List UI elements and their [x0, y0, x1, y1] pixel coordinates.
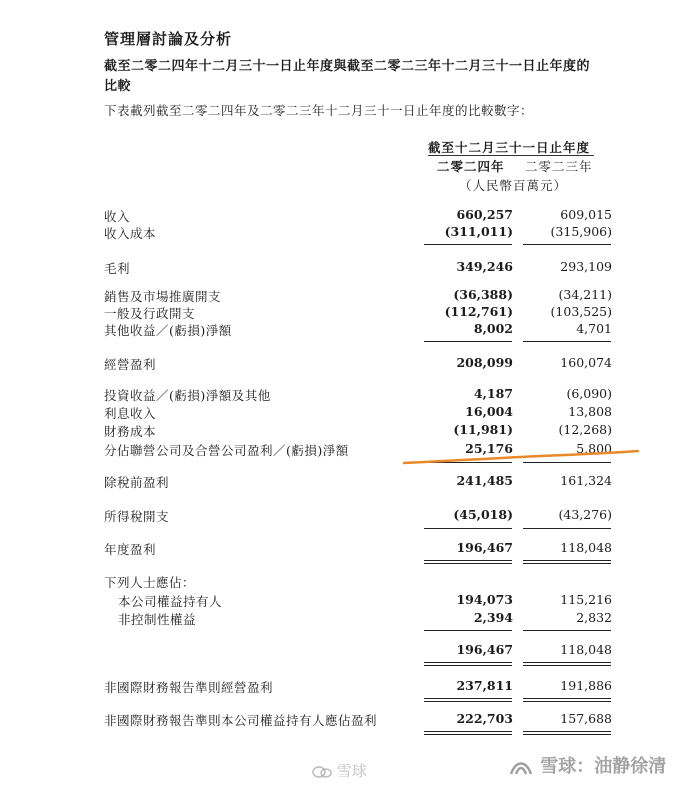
value-2024: 222,703: [456, 711, 513, 726]
row-label: 除稅前盈利: [104, 475, 170, 490]
value-2023: (103,525): [550, 304, 612, 319]
value-2023: 160,074: [560, 355, 612, 370]
value-2023: (315,906): [550, 224, 612, 239]
value-2024: 237,811: [456, 678, 513, 693]
value-2023: (43,276): [558, 507, 612, 522]
value-2023: 5,800: [576, 441, 612, 456]
row-label: 年度盈利: [104, 542, 157, 557]
row-label: 收入: [104, 209, 131, 224]
value-2024: 660,257: [456, 207, 513, 222]
subtitle-line-1: 截至二零二四年十二月三十一日止年度與截至二零二三年十二月三十一日止年度的: [104, 59, 591, 74]
value-2023: 4,701: [576, 321, 612, 336]
value-2024: 196,467: [456, 642, 513, 657]
value-2023: 157,688: [560, 711, 612, 726]
value-2023: 115,216: [560, 592, 612, 607]
column-unit-label: （人民幣百萬元）: [459, 178, 568, 193]
value-2024: (36,388): [453, 287, 513, 302]
column-header-2024: 二零二四年: [437, 159, 505, 174]
watermark-left: [312, 760, 367, 781]
value-2023: (34,211): [558, 287, 612, 302]
row-label: 利息收入: [104, 406, 157, 421]
value-2023: 293,109: [560, 259, 612, 274]
value-2023: 609,015: [560, 207, 612, 222]
watermark-right-text: 雪球：油静徐清: [540, 756, 667, 777]
value-2024: 16,004: [465, 404, 513, 419]
column-period-header: 截至十二月三十一日止年度: [428, 140, 591, 155]
value-2024: 8,002: [473, 321, 513, 336]
value-2024: 2,394: [473, 610, 513, 625]
row-label: 分佔聯營公司及合營公司盈利／(虧損)淨額: [104, 443, 349, 458]
value-2024: 241,485: [456, 473, 513, 488]
value-2023: 2,832: [576, 610, 612, 625]
row-label: 非國際財務報告準則經營盈利: [104, 680, 274, 695]
row-label: 下列人士應佔：: [104, 575, 196, 590]
row-label: 其他收益／(虧損)淨額: [104, 323, 232, 338]
value-2023: 118,048: [560, 540, 612, 555]
value-2024: (112,761): [444, 304, 513, 319]
row-label: 財務成本: [104, 424, 157, 439]
value-2024: 196,467: [456, 540, 513, 555]
watermark-right: [508, 752, 666, 778]
value-2024: 208,099: [456, 355, 513, 370]
section-title: 管理層討論及分析: [104, 30, 233, 48]
value-2024: 194,073: [456, 592, 513, 607]
value-2023: 161,324: [560, 473, 612, 488]
subtitle-line-2: 比較: [104, 79, 132, 94]
row-label: 毛利: [104, 261, 131, 276]
row-label: 一般及行政開支: [104, 306, 196, 321]
row-label: 所得稅開支: [104, 509, 170, 524]
value-2024: (311,011): [444, 224, 513, 239]
row-label: 銷售及市場推廣開支: [104, 289, 222, 304]
value-2023: 191,886: [560, 678, 612, 693]
row-label: 收入成本: [104, 226, 157, 241]
row-label: 投資收益／(虧損)淨額及其他: [104, 388, 271, 403]
xueqiu-logo-icon: [508, 756, 534, 778]
value-2023: 13,808: [568, 404, 612, 419]
row-label: 非控制性權益: [118, 612, 197, 627]
value-2023: (6,090): [566, 386, 612, 401]
value-2024: 25,176: [465, 441, 513, 456]
value-2024: 349,246: [456, 259, 513, 274]
xueqiu-logo-icon: [312, 765, 332, 779]
value-2024: (11,981): [453, 422, 513, 437]
column-header-2023: 二零二三年: [525, 159, 593, 174]
value-2023: (12,268): [558, 422, 612, 437]
watermark-left-text: 雪球: [336, 762, 367, 780]
intro-text: 下表載列截至二零二四年及二零二三年十二月三十一日止年度的比較數字：: [104, 103, 534, 118]
value-2023: 118,048: [560, 642, 612, 657]
value-2024: (45,018): [453, 507, 513, 522]
row-label: 非國際財務報告準則本公司權益持有人應佔盈利: [104, 713, 378, 728]
row-label: 本公司權益持有人: [118, 594, 223, 609]
row-label: 經營盈利: [104, 357, 157, 372]
value-2024: 4,187: [473, 386, 513, 401]
